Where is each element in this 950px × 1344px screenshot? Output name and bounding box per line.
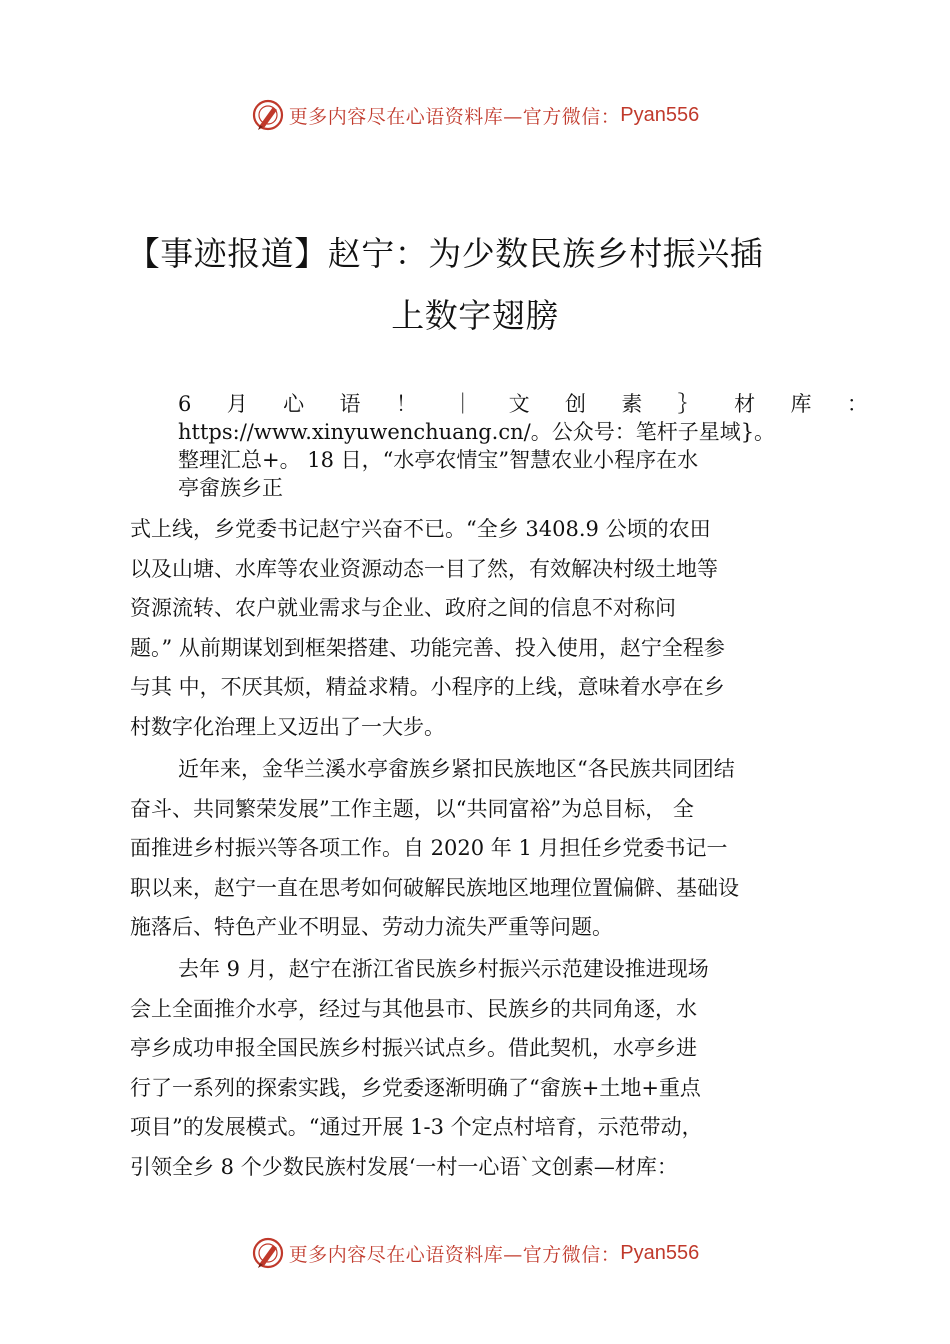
intro-line: 亭畲族乡正 xyxy=(178,476,283,500)
paragraph-line: 行了一系列的探索实践，乡党委逐渐明确了“畲族+土地+重点 xyxy=(130,1075,701,1100)
document-title-line2: 上数字翅膀 xyxy=(391,296,559,335)
body-paragraph-3 xyxy=(130,950,850,1187)
paragraph-line: 奋斗、共同繁荣发展”工作主题，以“共同富裕”为总目标， 全 xyxy=(130,796,694,821)
intro-char: 文 xyxy=(508,392,530,416)
intro-char: ： xyxy=(846,392,868,416)
intro-char: ｜ xyxy=(452,392,474,416)
paragraph-line: 以及山塘、水库等农业资源动态一目了然，有效解决村级土地等 xyxy=(130,556,718,581)
paragraph-line: 式上线，乡党委书记赵宁兴奋不已。“全乡 3408.9 公顷的农田 xyxy=(130,517,711,541)
paragraph-line: 项目”的发展模式。“通过开展 1-3 个定点村培育，示范带动， xyxy=(130,1115,703,1139)
paragraph-line: 村数字化治理上又迈出了一大步。 xyxy=(130,714,445,739)
paragraph-line: 会上全面推介水亭，经过与其他县市、民族乡的共同角逐，水 xyxy=(130,996,697,1021)
document-title-line1: 【事迹报道】赵宁：为少数民族乡村振兴插 xyxy=(126,234,764,273)
intro-char: 月 xyxy=(226,392,248,416)
wechat-id: Pyan556 xyxy=(620,1241,700,1264)
paragraph-line: 引领全乡 8 个少数民族村发展‘一村一心语`文创素—材库： xyxy=(130,1154,678,1179)
intro-char: 库 xyxy=(790,392,812,416)
paragraph-line: 施落后、特色产业不明显、劳动力流失严重等问题。 xyxy=(130,915,613,939)
footer-banner xyxy=(0,1233,950,1273)
intro-char: 创 xyxy=(565,392,586,416)
header-banner xyxy=(0,95,950,135)
paragraph-line: 与其 中，不厌其烦，精益求精。小程序的上线，意味着水亭在乡 xyxy=(130,675,725,699)
paragraph xyxy=(130,510,850,747)
intro-char: ｝ xyxy=(677,392,699,416)
paragraph-line: 面推进乡村振兴等各项工作。自 2020 年 1 月担任乡党委书记一 xyxy=(130,836,728,860)
wechat-id: Pyan556 xyxy=(620,103,700,126)
paragraph-line: 亭乡成功申报全国民族乡村振兴试点乡。借此契机，水亭乡进 xyxy=(130,1036,697,1060)
intro-char: ！ xyxy=(395,392,417,416)
intro-line: https://www.xinyuwenchuang.cn/。公众号：笔杆子星域}。 xyxy=(178,420,776,444)
pen-logo-icon xyxy=(251,1236,285,1270)
intro-line: 整理汇总+。 18 日，“水亭农情宝”智慧农业小程序在水 xyxy=(178,448,699,472)
intro-char: 材 xyxy=(734,392,756,416)
banner-text: 更多内容尽在心语资料库—官方微信： xyxy=(288,105,621,128)
pen-logo-icon xyxy=(251,98,285,132)
intro-char: 心 xyxy=(283,392,305,416)
paragraph-line: 去年 9 月，赵宁在浙江省民族乡村振兴示范建设推进现场 xyxy=(178,957,709,981)
paragraph xyxy=(130,950,850,1187)
intro-char: 6 xyxy=(178,392,192,416)
paragraph xyxy=(130,750,850,948)
intro-block xyxy=(178,390,868,502)
body-paragraph-1 xyxy=(130,510,850,747)
body-paragraph-2 xyxy=(130,750,850,948)
paragraph-line: 近年来，金华兰溪水亭畲族乡紧扣民族地区“各民族共同团结 xyxy=(178,757,735,781)
paragraph-line: 题。” 从前期谋划到框架搭建、功能完善、投入使用，赵宁全程参 xyxy=(130,635,725,660)
banner-text: 更多内容尽在心语资料库—官方微信： xyxy=(288,1243,621,1266)
paragraph-line: 职以来，赵宁一直在思考如何破解民族地区地理位置偏僻、基础设 xyxy=(130,875,739,900)
intro-char: 语 xyxy=(339,392,361,416)
paragraph-line: 资源流转、农户就业需求与企业、政府之间的信息不对称问 xyxy=(130,596,676,620)
intro-char: 素 xyxy=(621,392,643,416)
intro-spread-line xyxy=(178,390,868,418)
